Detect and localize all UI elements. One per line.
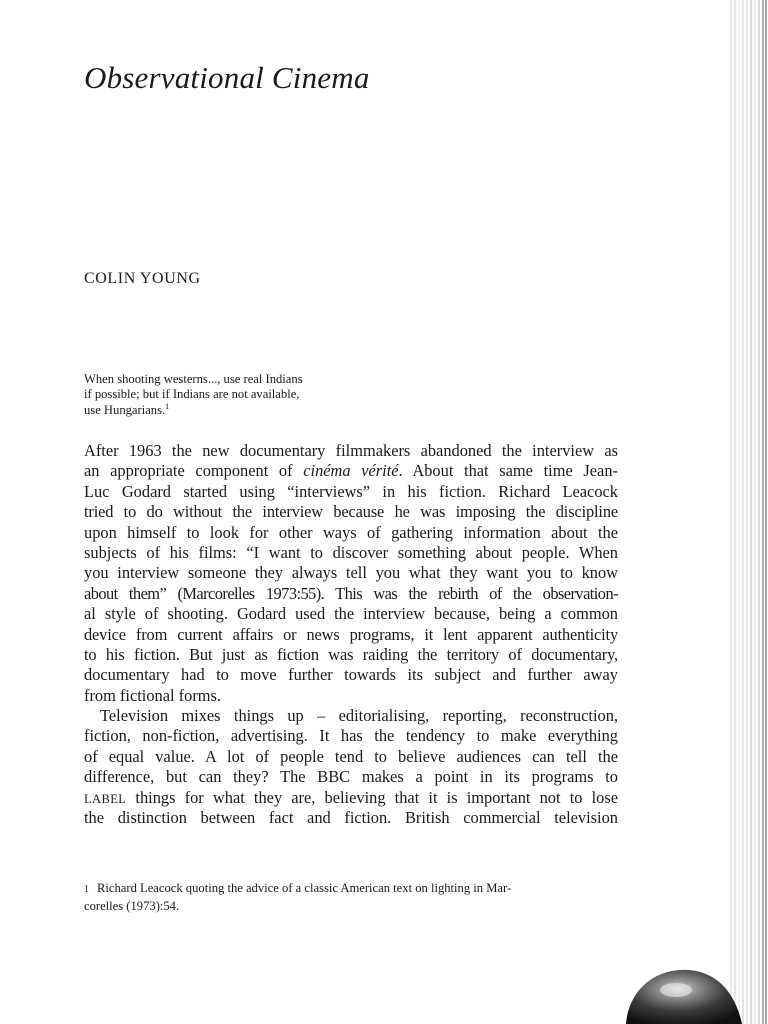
footnote-text: Richard Leacock quoting the advice of a classic American text on lighting in Mar- xyxy=(97,881,512,895)
thumb-shadow-smudge xyxy=(618,956,748,1024)
body-line: tried to do without the interview because he was imposing the discipline xyxy=(84,502,618,522)
small-caps-text: LABEL xyxy=(84,791,127,806)
body-line: from fictional forms. xyxy=(84,685,222,705)
footnote-marker: 1 xyxy=(84,884,89,895)
body-line: device from current affairs or news programs, it lent apparent authenticity xyxy=(84,624,618,644)
body-line xyxy=(84,461,618,481)
body-line: the distinction between fact and fiction. British commercial television xyxy=(84,808,618,828)
epigraph-line-text: use Hungarians. xyxy=(84,402,166,417)
body-line: upon himself to look for other ways of gathering information about the xyxy=(84,522,618,542)
body-line: Television mixes things up – editorialising, reporting, reconstruction, xyxy=(100,706,618,726)
body-line-text: things for what they are, believing that it is important not to lose xyxy=(126,787,618,807)
body-line: you interview someone they always tell you what they want you to know xyxy=(84,563,618,583)
emphasis-text: cinéma vérité xyxy=(303,461,399,481)
body-line: difference, but can they? The BBC makes a point in its programs to xyxy=(84,767,618,787)
body-line: fiction, non-fiction, advertising. It has the tendency to make everything xyxy=(84,726,618,746)
footnote-line xyxy=(84,880,618,898)
footnote-reference: 1 xyxy=(165,401,170,411)
body-line: After 1963 the new documentary filmmakers abandoned the interview as xyxy=(84,441,618,460)
body-line: Luc Godard started using “interviews” in his fiction. Richard Leacock xyxy=(84,481,618,501)
page-edge-binding xyxy=(728,0,768,1024)
body-line: of equal value. A lot of people tend to believe audiences can tell the xyxy=(84,746,618,766)
body-line-text: . About that same time Jean- xyxy=(398,461,618,481)
epigraph-line: When shooting westerns..., use real Indians xyxy=(84,372,303,386)
body-line: subjects of his films: “I want to discover something about people. When xyxy=(84,542,618,562)
body-line: to his fiction. But just as fiction was raiding the territory of documentary, xyxy=(84,644,618,664)
epigraph xyxy=(84,372,384,418)
body-line: about them” (Marcorelles 1973:55). This was the rebirth of the observation- xyxy=(84,583,618,603)
epigraph-line xyxy=(84,403,384,418)
body-text xyxy=(84,441,618,828)
chapter-title: Observational Cinema xyxy=(84,60,370,95)
body-line xyxy=(84,788,618,808)
epigraph-line: if possible; but if Indians are not available, xyxy=(84,387,300,402)
body-line: documentary had to move further towards its subject and further away xyxy=(84,665,618,685)
body-line: al style of shooting. Godard used the interview because, being a common xyxy=(84,604,618,624)
author-name: COLIN YOUNG xyxy=(84,270,201,287)
footnote xyxy=(84,880,618,914)
body-line-text: an appropriate component of xyxy=(84,461,304,481)
footnote-line: corelles (1973):54. xyxy=(84,899,180,913)
